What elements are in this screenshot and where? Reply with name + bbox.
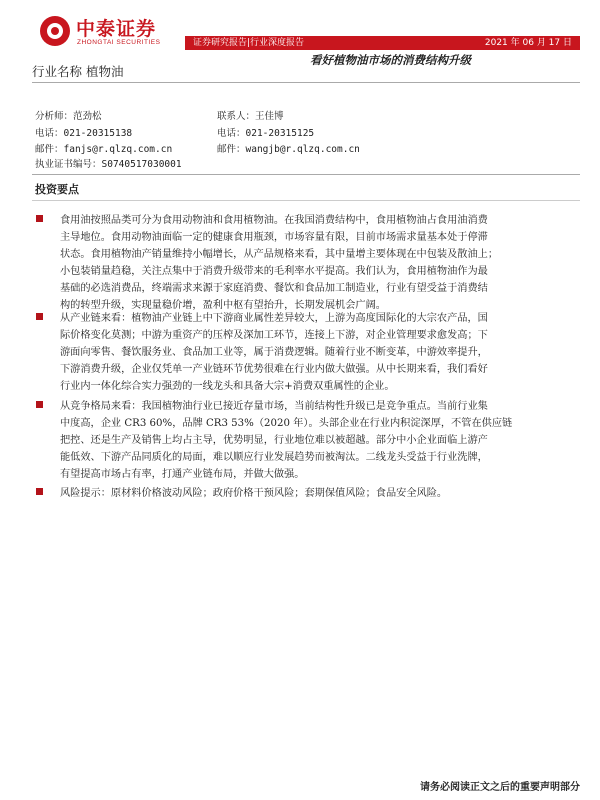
report-type: 证券研究报告|行业深度报告 bbox=[193, 38, 305, 48]
analyst-email[interactable]: 邮件：fanjs@r.qlzq.com.cn bbox=[35, 144, 173, 155]
paragraph-line: 把控、还是生产及销售上均占主导，优势明显，行业地位难以被超越。部分中小企业面临上游产 bbox=[60, 435, 488, 446]
paragraph-line: 中度高，企业 CR3 60%，品牌 CR3 53%（2020 年）。头部企业在行业内积淀深厚，不管在供应链 bbox=[60, 418, 513, 429]
paragraph-line: 游面向零售、餐饮服务业、食品加工业等，属于消费逻辑。随着行业不断变革，中游效率提升， bbox=[60, 347, 488, 358]
analyst-phone: 电话：021-20315138 bbox=[35, 128, 133, 139]
paragraph-line: 风险提示：原材料价格波动风险；政府价格干预风险；套期保值风险；食品安全风险。 bbox=[60, 488, 448, 499]
divider bbox=[32, 174, 580, 175]
paragraph-line: 行业内一体化综合实力强劲的一线龙头和具备大宗+消费双重属性的企业。 bbox=[60, 381, 395, 392]
report-date: 2021 年 06 月 17 日 bbox=[484, 38, 572, 48]
liaison-phone: 电话：021-20315125 bbox=[217, 128, 315, 139]
paragraph-line: 食用油按照品类可分为食用动物油和食用植物油。在我国消费结构中，食用植物油占食用油消费 bbox=[60, 215, 488, 226]
logo-emblem-icon bbox=[40, 16, 70, 46]
header-banner bbox=[185, 36, 580, 50]
bullet-square-icon bbox=[36, 215, 43, 222]
paragraph-line: 能低效、下游产品同质化的局面，难以顺应行业发展趋势而被淘汰。二线龙头受益于行业洗牌， bbox=[60, 452, 488, 463]
report-title: 看好植物油市场的消费结构升级 bbox=[310, 53, 471, 67]
paragraph-line: 构的转型升级，实现量稳价增，盈利中枢有望抬升，长期发展机会广阔。 bbox=[60, 300, 386, 311]
bullet-square-icon bbox=[36, 488, 43, 495]
paragraph-line: 基础的必选消费品，终端需求来源于家庭消费、餐饮和食品加工制造业，行业有望受益于消费结 bbox=[60, 283, 488, 294]
liaison-name: 联系人：王佳博 bbox=[217, 111, 284, 122]
paragraph-line: 小包装销量趋稳，关注点集中于消费升级带来的毛利率水平提高。我们认为，食用植物油作为最 bbox=[60, 266, 488, 277]
paragraph-line: 际价格变化莫测；中游为重资产的压榨及深加工环节，连接上下游，对企业管理要求愈发高；下 bbox=[60, 330, 488, 341]
analyst-name: 分析师：范劲松 bbox=[35, 111, 102, 122]
logo-name-cn: 中泰证券 bbox=[76, 18, 157, 40]
bullet-square-icon bbox=[36, 401, 43, 408]
divider bbox=[32, 200, 580, 201]
divider bbox=[32, 82, 580, 83]
industry-name: 行业名称 植物油 bbox=[32, 64, 124, 79]
license-number: 执业证书编号：S0740517030001 bbox=[35, 159, 182, 170]
paragraph-line: 从竞争格局来看：我国植物油行业已接近存量市场，当前结构性升级已是竞争重点。当前行业集 bbox=[60, 401, 488, 412]
logo-name-en: ZHONGTAI SECURITIES bbox=[77, 39, 161, 46]
paragraph-line: 主导地位。食用动物油面临一定的健康食用瓶颈，市场容量有限，目前市场需求量基本处于停滞 bbox=[60, 232, 488, 243]
disclaimer-footer: 请务必阅读正文之后的重要声明部分 bbox=[420, 782, 580, 793]
paragraph-line: 有望提高市场占有率，打通产业链布局，并做大做强。 bbox=[60, 469, 305, 480]
paragraph-line: 下游消费升级，企业仅凭单一产业链环节优势很难在行业内做大做强。从中长期来看，我们看好 bbox=[60, 364, 488, 375]
paragraph-line: 状态。食用植物油产销量维持小幅增长，从产品规格来看，其中量增主要体现在中包装及散油上； bbox=[60, 249, 499, 260]
section-title: 投资要点 bbox=[35, 183, 79, 196]
paragraph-line: 从产业链来看：植物油产业链上中下游商业属性差异较大，上游为高度国际化的大宗农产品，国 bbox=[60, 313, 488, 324]
liaison-email[interactable]: 邮件：wangjb@r.qlzq.com.cn bbox=[217, 144, 360, 155]
company-logo bbox=[40, 14, 190, 50]
bullet-square-icon bbox=[36, 313, 43, 320]
